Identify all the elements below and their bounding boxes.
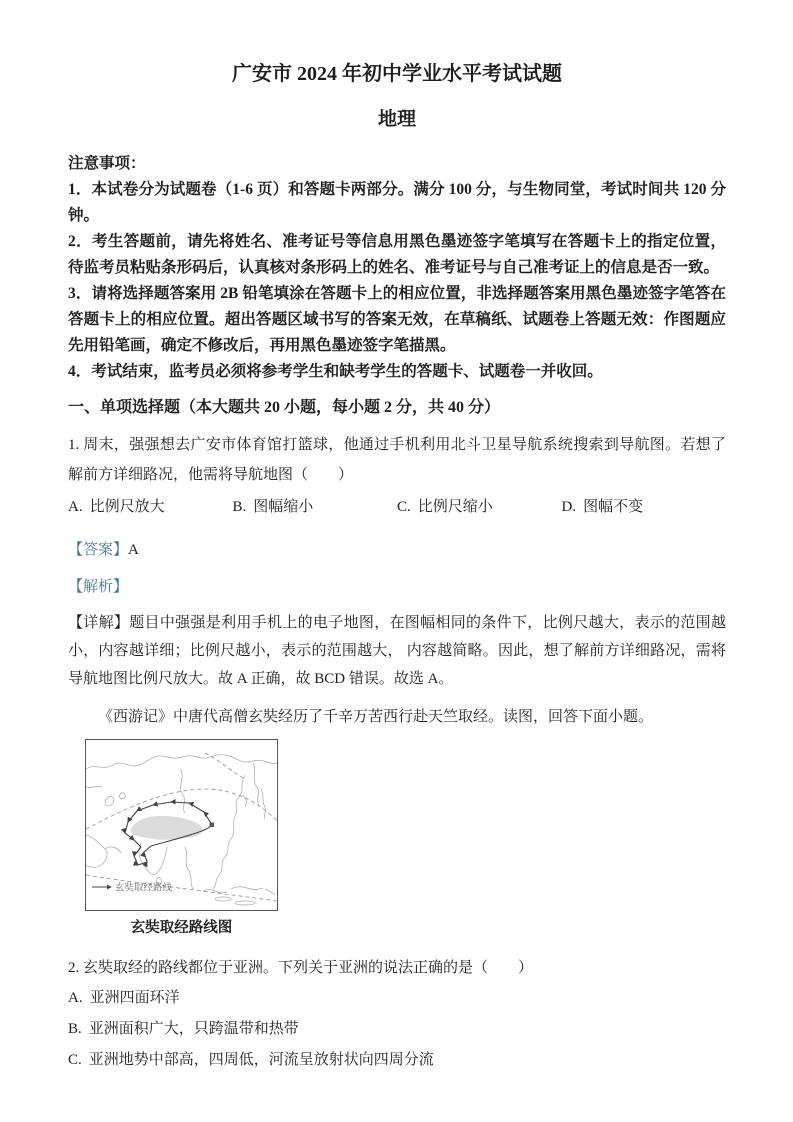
- analysis-label: 【解析】: [68, 579, 129, 595]
- option-text: 比例尺放大: [89, 499, 165, 515]
- option-text: 图幅缩小: [253, 499, 314, 515]
- detail-text: 题目中强强是利用手机上的电子地图，在图幅相同的条件下，比例尺越大，表示的范围越 小，内容越详细；比例尺越小，表示的范围越大， 内容越简略。因此，想了解前方详细路况，需将导航地图比例尺放大。故 A 正确，故 BCD 错误。故选 A。: [68, 615, 726, 687]
- question1-option-a: [68, 492, 233, 522]
- option-label: D.: [561, 499, 577, 515]
- notice-item-1: 1．本试卷分为试题卷（1-6 页）和答题卡两部分。满分 100 分，与生物同堂，考试时间共 120 分钟。: [68, 181, 726, 224]
- option-text: 图幅不变: [583, 499, 644, 515]
- notice-item-2: 2．考生答题前，请先将姓名、准考证号等信息用黑色墨迹签字笔填写在答题卡上的指定位置，待监考员粘贴条形码后，认真核对条形码上的姓名、准考证号与自己准考证上的信息是否一致。: [68, 233, 726, 276]
- notice-item-4: 4．考试结束，监考员必须将参考学生和缺考学生的答题卡、试题卷一并收回。: [68, 363, 603, 380]
- option-label: B.: [232, 499, 247, 515]
- analysis-line: [68, 575, 726, 599]
- option-label: A.: [68, 499, 83, 515]
- asia-route-map: [85, 739, 278, 911]
- question2-option-c: [68, 1045, 726, 1076]
- option-text: 比例尺缩小: [417, 499, 493, 515]
- detail-label: 【详解】: [68, 615, 130, 631]
- figure-caption: 玄奘取经路线图: [130, 920, 233, 936]
- changan-start-marker: [210, 823, 215, 828]
- answer-value: A: [128, 542, 139, 558]
- notice-heading: 注意事项：: [68, 155, 146, 172]
- passage-text: 《西游记》中唐代高僧玄奘经历了千辛万苦西行赴天竺取经。读图，回答下面小题。: [98, 709, 654, 725]
- detail-paragraph: [68, 609, 726, 693]
- question1-option-b: [233, 492, 398, 522]
- option-label: C.: [397, 499, 411, 515]
- question2-option-b: [68, 1014, 726, 1045]
- answer-line: [68, 538, 726, 562]
- section-heading: 一、单项选择题（本大题共 20 小题，每小题 2 分，共 40 分）: [68, 399, 501, 416]
- option-label: C.: [68, 1052, 82, 1068]
- legend-label: 玄奘取经路线: [115, 883, 173, 894]
- option-label: A.: [68, 990, 83, 1006]
- notice-item-3: 3．请将选择题答案用 2B 铅笔填涂在答题卡上的相应位置，非选择题答案用黑色墨迹签字笔答在答题卡上的相应位置。超出答题区域书写的答案无效，在草稿纸、试题卷上答题无效：作图题应先用铅笔画，确定不修改后，再用黑色墨迹签字笔描黑。: [68, 285, 726, 354]
- option-text: 亚洲地势中部高，四周低，河流呈放射状向四周分流: [88, 1052, 434, 1068]
- option-text: 亚洲面积广大，只跨温带和热带: [88, 1021, 299, 1037]
- subject-title: 地理: [377, 109, 416, 130]
- document-content: [68, 62, 726, 1076]
- question1-option-d: [562, 492, 727, 522]
- option-text: 亚洲四面环洋: [89, 990, 180, 1006]
- page-title: 广安市 2024 年初中学业水平考试试题: [232, 63, 562, 85]
- answer-label: 【答案】: [68, 542, 129, 558]
- route-map-figure: [85, 739, 278, 937]
- question2-option-a: [68, 983, 726, 1014]
- question1-options: [68, 492, 726, 522]
- question1-option-c: [397, 492, 562, 522]
- option-label: B.: [68, 1021, 82, 1037]
- question1-stem: 1. 周末，强强想去广安市体育馆打篮球，他通过手机利用北斗卫星导航系统搜索到导航图。若想了解前方详细路况，他需将导航地图（ ）: [68, 437, 726, 483]
- question2-stem: 2. 玄奘取经的路线都位于亚洲。下列关于亚洲的说法正确的是（ ）: [68, 960, 534, 976]
